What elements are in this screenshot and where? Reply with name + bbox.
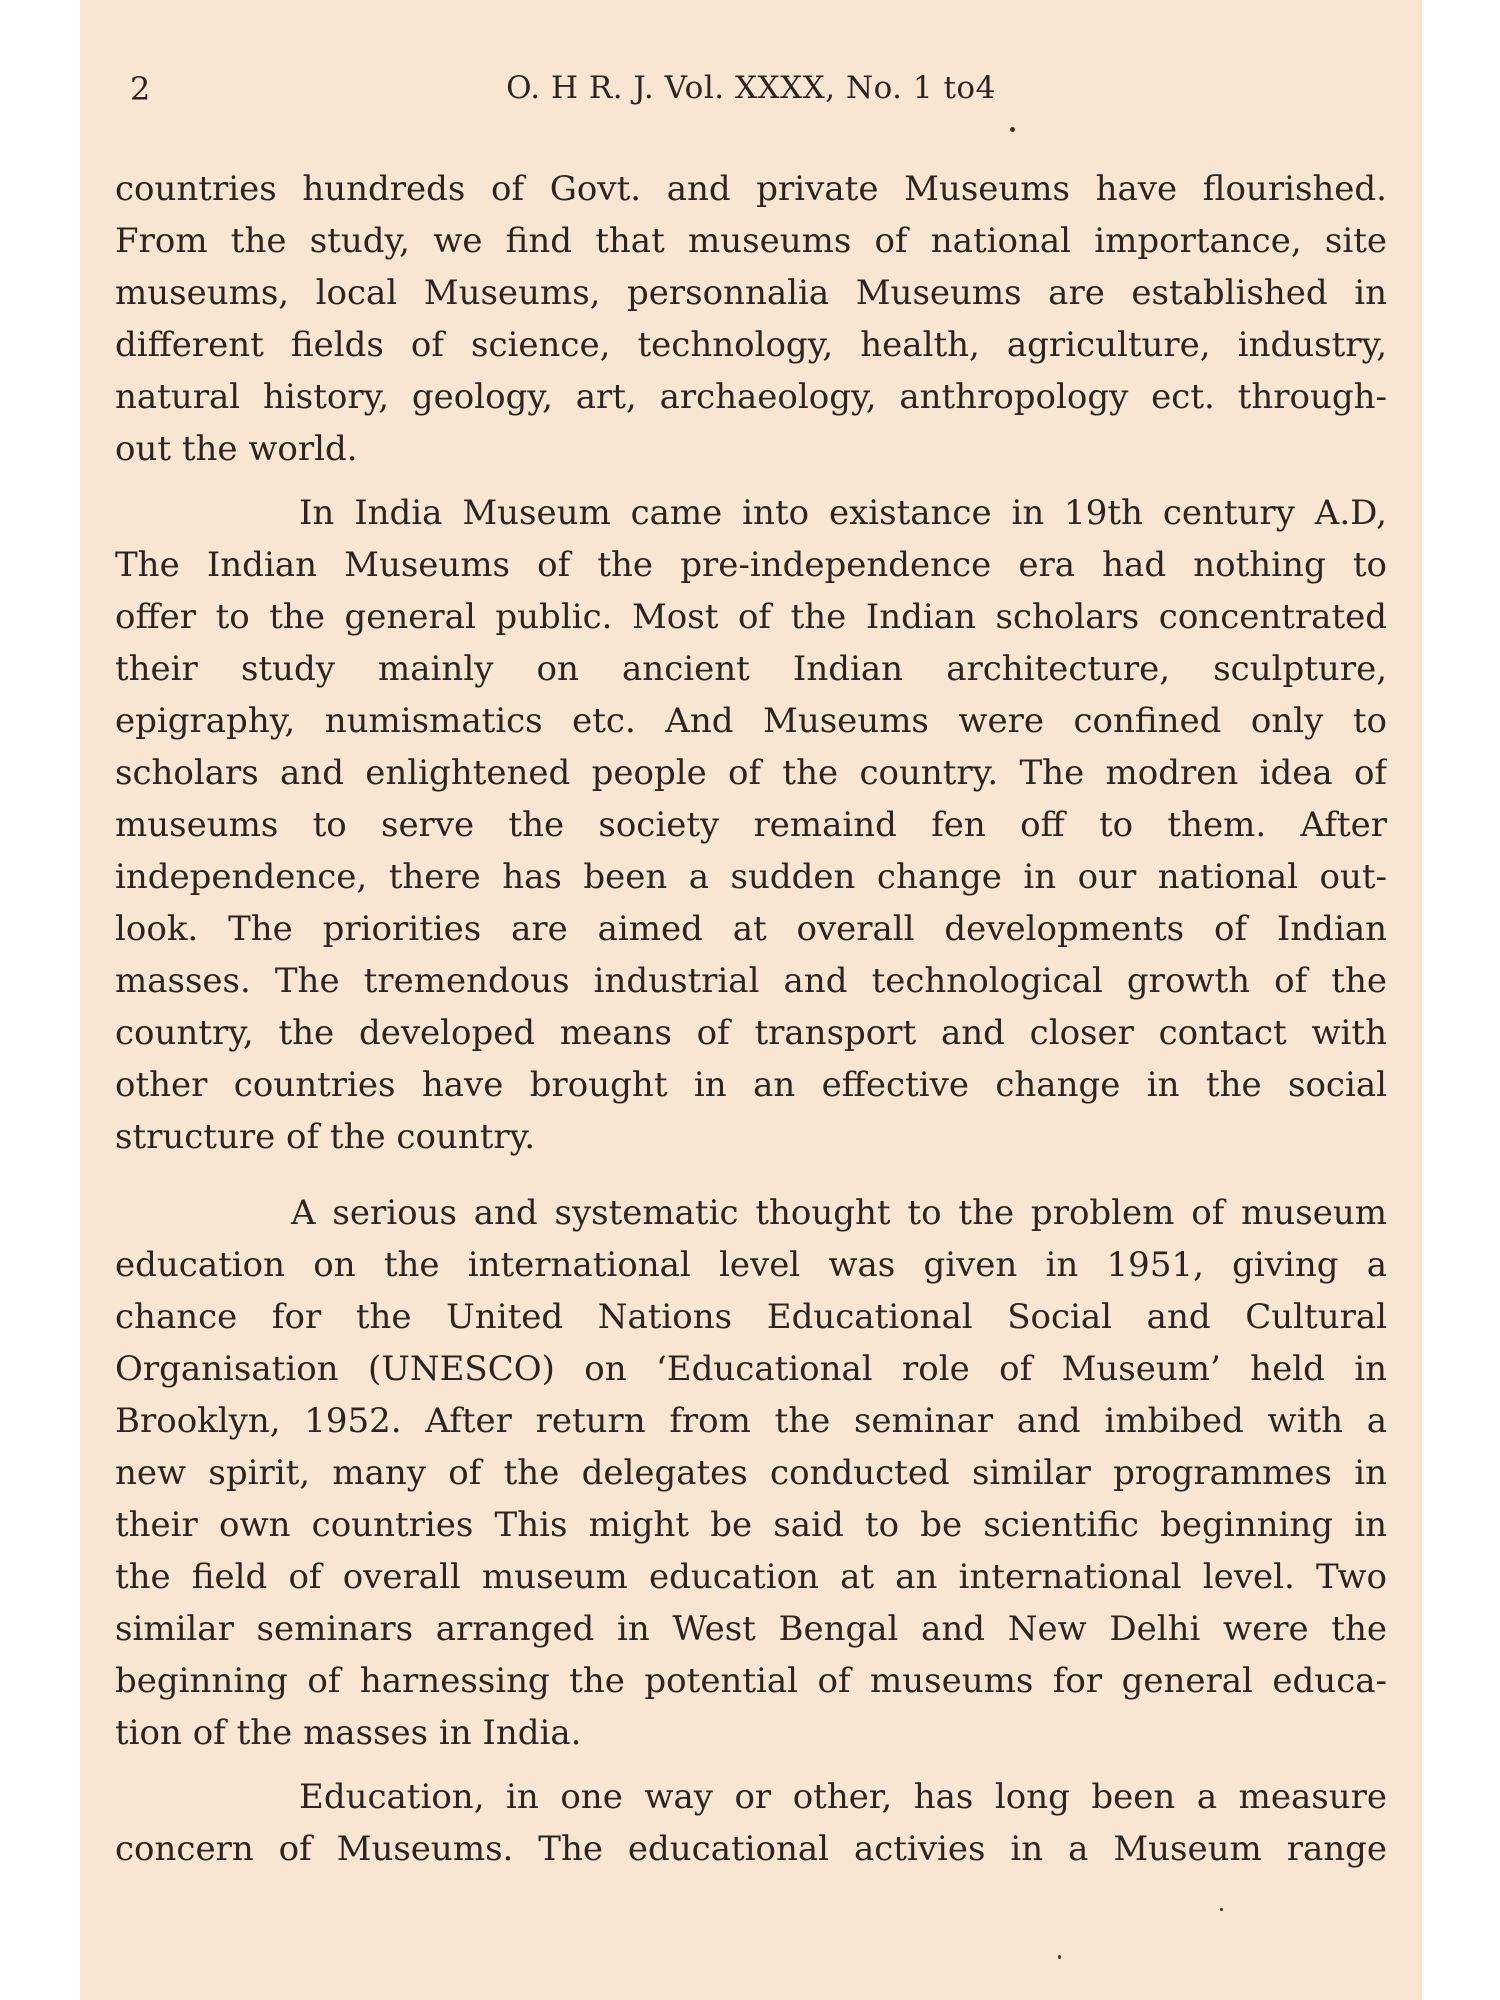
text-line: chance for the United Nations Educational Social and Cultural <box>115 1297 1387 1337</box>
text-line: beginning of harnessing the potential of museums for general educa- <box>115 1661 1387 1701</box>
body-text <box>115 163 1387 1875</box>
text-line: look. The priorities are aimed at overall developments of Indian <box>115 909 1387 949</box>
text-line: their own countries This might be said to be scientific beginning in <box>115 1505 1387 1545</box>
text-line: From the study, we find that museums of national importance, site <box>115 221 1387 261</box>
paragraph-2 <box>115 487 1387 1163</box>
text-line: country, the developed means of transport and closer contact with <box>115 1013 1387 1053</box>
text-line: countries hundreds of Govt. and private Museums have flourished. <box>115 169 1387 209</box>
page-header <box>80 70 1422 120</box>
text-line: museums to serve the society remaind fen off to them. After <box>115 805 1387 845</box>
print-speck <box>1010 127 1015 132</box>
text-line: Brooklyn, 1952. After return from the seminar and imbibed with a <box>115 1401 1387 1441</box>
paragraph-3 <box>115 1187 1387 1759</box>
text-line: concern of Museums. The educational activies in a Museum range <box>115 1829 1387 1869</box>
paragraph-4 <box>115 1771 1387 1875</box>
text-line: structure of the country. <box>115 1117 536 1157</box>
text-line: tion of the masses in India. <box>115 1713 582 1753</box>
print-speck <box>1058 1955 1061 1959</box>
text-line: masses. The tremendous industrial and technological growth of the <box>115 961 1387 1001</box>
text-line: The Indian Museums of the pre-independence era had nothing to <box>115 545 1387 585</box>
text-line: scholars and enlightened people of the country. The modren idea of <box>115 753 1387 793</box>
text-line: offer to the general public. Most of the Indian scholars concentrated <box>115 597 1387 637</box>
text-line: education on the international level was given in 1951, giving a <box>115 1245 1387 1285</box>
text-line: other countries have brought in an effective change in the social <box>115 1065 1387 1105</box>
text-line: their study mainly on ancient Indian architecture, sculpture, <box>115 649 1387 689</box>
text-line: A serious and systematic thought to the problem of museum <box>291 1193 1387 1233</box>
document-page <box>80 0 1422 2000</box>
text-line: In India Museum came into existance in 19th century A.D, <box>299 493 1387 533</box>
text-line: out the world. <box>115 429 358 469</box>
text-line: Education, in one way or other, has long been a measure <box>299 1777 1387 1817</box>
running-head: O. H R. J. Vol. XXXX, No. 1 to4 <box>506 70 996 106</box>
text-line: independence, there has been a sudden change in our national out- <box>115 857 1387 897</box>
text-line: natural history, geology, art, archaeology, anthropology ect. through- <box>115 377 1387 417</box>
text-line: museums, local Museums, personnalia Museums are established in <box>115 273 1387 313</box>
text-line: epigraphy, numismatics etc. And Museums were confined only to <box>115 701 1387 741</box>
print-speck <box>1220 1908 1223 1911</box>
text-line: new spirit, many of the delegates conducted similar programmes in <box>115 1453 1387 1493</box>
text-line: similar seminars arranged in West Bengal and New Delhi were the <box>115 1609 1387 1649</box>
text-line: different fields of science, technology, health, agriculture, industry, <box>115 325 1387 365</box>
paragraph-1 <box>115 163 1387 475</box>
text-line: Organisation (UNESCO) on ‘Educational role of Museum’ held in <box>115 1349 1387 1389</box>
text-line: the field of overall museum education at an international level. Two <box>115 1557 1387 1597</box>
page-number: 2 <box>130 70 151 108</box>
